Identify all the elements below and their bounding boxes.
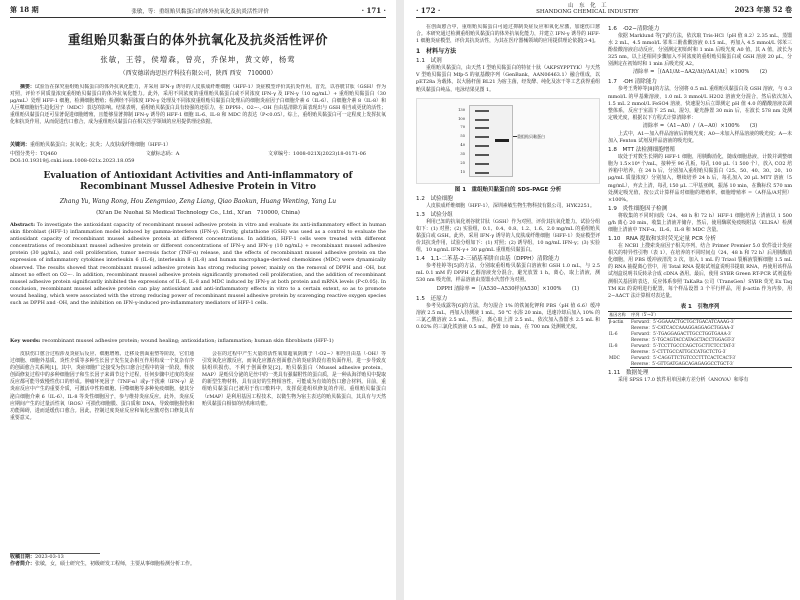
article-title-en: Evaluation of Antioxidant Activities and Anti-inflammatory of Recombinant Mussel Adhesive Protein in Vitro [43,171,353,192]
left-running-header [10,4,386,18]
gene-name-cell: β-actin [609,318,624,324]
band-label: 重组贻贝黏蛋白 [517,133,545,139]
keywords-en [10,338,386,345]
table-header-sequence: 序列（5′→3′） [630,311,792,318]
paragraph-1-2: 人皮肤成纤维细胞（HFF-1），深圳素敏生物生物科技有限公司，HYK2251。 [426,202,595,209]
authors-en: Zhang Yu, Wang Rong, Hou Zengmiao, Zeng Liang, Qiao Baokun, Huang Wenting, Yang Lu [59,198,337,205]
marker-band [475,172,489,174]
clc-code: 中图分类号：TQ460 [10,151,57,157]
molecular-weight-label: 15 [460,169,465,174]
gene-name-cell: MDC [609,354,620,360]
reverse-primer-cell: Reverse：5′-TGCAGTACCATAGCTACCTGGAGT-3′ [631,336,735,342]
keywords-label: 关键词： [10,142,31,148]
section-heading-1-11: 1.11 数据处理 [608,369,649,376]
right-page [404,0,800,600]
section-heading-1-9: 1.9 炎性细胞因子检测 [608,205,668,212]
molecular-weight-label: 40 [460,143,465,148]
molecular-weight-label: 130 [458,107,465,112]
section-heading-1-4: 1.4 1,1-二苯基-2-三硝基苯肼自由基（DPPH）清除能力 [416,256,560,263]
section-heading-1-6: 1.6 ·O2−清除能力 [608,26,660,32]
right-running-header [416,4,792,18]
right-column-1 [416,24,600,592]
running-title: 张敏，等：重组贻贝黏蛋白的体外抗氧化及抗炎活性评价 [131,9,269,15]
received-label: 收稿日期： [10,554,36,560]
footnote-received [10,554,386,561]
table-caption: 表 1 引物序列 [680,303,720,310]
molecular-weight-label: 55 [460,134,465,139]
paragraph-1-7b: 上式中，A1—加入样品溶液后的吸光度；A0—未加入样品溶液的吸光度；A—未加入 Fenton 试剂及样品溶液的吸光度。 [608,130,792,145]
marker-band [475,127,489,129]
abstract-en [10,222,386,337]
sample-lane [494,106,510,176]
journal-name-en: SHANDONG CHEMICAL INDUSTRY [536,9,639,15]
gene-name-cell: IL-6 [609,330,618,336]
marker-band [475,145,489,147]
table-header-row [608,311,792,318]
primer-table [608,311,792,368]
paragraph-1-4: 参考桂婷等[5]的方法，分别取重组贻贝黏蛋白溶液和 GSH 1.0 mL，与 2.5 mL 0.1 mM 的 DPPH 乙醇溶液充分混合，避光放置 1 h。离心，取上清液，测 530 nm 吸光值，样品溶液由蒸馏水代替作为对照。 [416,263,600,284]
reverse-primer-cell: Reverse：5′-CATCACCAAAGGAGGAGCTGGAA-3′ [631,324,735,330]
formula-2: 清除率 =［(ΔA1/Δt−ΔA2/Δt)/ΔA1/Δt］×100% (2) [632,69,768,76]
paragraph-1-8: 取处于对数生长期的 HFF-1 细胞，用胰酶消化，随成细胞悬液，计数并调整细胞为 1.5×10⁴ 个/mL，接种至 96 孔板，每孔 100 μL（1 500 个），放入 CO2 培养箱中培养，在 24 h 后，分别加入重组贻贝黏蛋白（25、50、40、30、20、10 μg/mL 质量浓度）分别加入，继续培养 24 h 后，每孔加入 20 μL MTT 溶液（5 mg/mL），弃去上清，每孔 150 μL 二甲基亚砜，振荡 10 min，在酶标仪 570 nm 处测定吸光值，按公式计算样品对细胞的增殖率。细胞增殖率 =（A样品/A对照）×100%。 [608,154,792,203]
paragraph-1-6: 依据 Marklund 等[7]的方法，依次取 Tris-HCl（pH 值 8.2）2.35 mL、蒸馏水 2 mL、4.5 mmol/L 邻苯三酚盐酸溶液 0.15 mL，再加入 4.5 mmol/L 邻苯三酚盐酸溶液启动反应，分别测定初始时和 1 min 后吸光度 A0 值，其 A 值，波长为 325 nm。以上述相同步骤加入不同浓度的重组贻贝黏蛋白或 GSH 溶液 20 μL，分别测定在初始时和 1 min 后吸光度 A2。 [608,33,792,68]
forward-primer-cell: Forward：5′-CAGGTTCTGTCCCTTTCACTCACT-3′ [631,354,736,360]
marker-band [475,110,489,112]
left-column-2 [202,351,386,551]
left-page [0,0,396,600]
paragraph-1-1: 重组贻贝黏蛋白，由天然 I 型贻贝黏蛋白的特征十肽（AKPSYPPTYK）与天然 V 型贻贝黏蛋白 Mfp-5 的氨基酸序列（GenBank，AAN06463.1）融合组成，以 pET28a 为载体，以大肠杆菌 BL21 为宿主菌，经发酵、纯化及冻干等工艺获得重组贻贝黏蛋白纯品，电泳结果见图 1。 [416,65,600,93]
gel-image [469,105,513,177]
keywords-en-label: Key words: [10,338,41,344]
section-heading-1-2: 1.2 试验细胞 [416,195,453,202]
author-bio-label: 作者简介： [10,561,36,567]
abstract-text: 试验旨在探究重组贻贝黏蛋白的体外抗氧化能力，并采用 IFN-γ 诱导的人皮肤成纤维细胞（HFF-1）炎症模型评价其抗炎作用。首先，以谷胱甘肽（GSH）作为对照，评价不同质量浓度重组贻贝黏蛋白的体外抗氧化能力。此外，采用不同浓度的重组贻贝黏蛋白或不同浓度 IFN-γ 及 IFN-γ（10 ng/mL）+ 重组贻贝黏蛋白（30 μg/mL）处理 HFF-1 细胞，检测细胞增殖；检测经不同浓度 IFN-γ 处理及不同浓度重组贻贝黏蛋白处理后的细胞炎症因子白细胞介素 6（IL-6）、白细胞介素 8（IL-8）和人巨噬细胞衍生趋化因子（MDC）表达的影响。结果表明，重组贻贝黏蛋白具有较强的还原力，在 DPPH·、O2−·、·OH 自由基清除方面表现出与 GSH 相当或更优的活性；重组贻贝黏蛋白还可显著促进细胞增殖，且能够显著抑制 IFN-γ 诱导的 HFF-1 细胞 IL-6、IL-8 和 MDC 的表达（P<0.05）。综上，重组贻贝黏蛋白可一定程度上发挥抗氧化和抗炎作用，从而促进伤口愈合，成为重组贻贝黏蛋白在相关医学领域的应用提供理论依据。 [10,84,386,126]
marker-band [475,154,489,156]
reverse-primer-cell: Reverse：5′-CTTTGCCATTGCCATGCTCTG-3′ [631,348,727,354]
left-body-columns [10,351,386,551]
abstract-en-text: To investigate the antioxidant capacity of recombinant mussel adhesive protein in vitro and evaluate its anti-inflammatory effect in human skin fibroblast (HFF-1) inflammation model induced by gamma-interferon (IFN-γ). Firstly, glutathione (GSH) was used as a control to evaluate the antioxidant capacity of recombinant mussel adhesive protein at different concentrations. In addition, HFF-1 cells were treated with different concentrations of recombinant mussel adhesive protein or different concentrations of IFN-γ and IFN-γ (10 ng/mL) + recombinant mussel adhesive protein (30 μg/mL), and cell proliferation, tumor necrosis factor (TNF-α) release, and the effects of recombinant mussel adhesive protein on the expression of inflammatory cytokines interleukin 6 (IL-6), interleukin 8 (IL-8) and human macrophage-derived chemokines (MDC) were dynamically observed. The results showed that recombinant mussel adhesive protein has strong reducing power, mainly on the removal of DPPH and ·OH, but almost no effect on O2−·. In addition, recombinant mussel adhesive protein significantly promoted cell proliferation, and the addition of recombinant mussel adhesive protein significantly inhibited the expressions of IL-6, IL-8 and MDC induced by IFN-γ at both protein and mRNA levels (P<0.05). In conclusion, recombinant mussel adhesive protein can play antioxidant and anti-inflammatory effects in vitro to a certain extent, so as to promote wound healing, which were associated with the strong reducing power of recombinant mussel adhesive protein by scavenging reactive oxygen species such as DPPH and ·OH, and the inhibition on IFN-γ-induced pro-inflammatory mediators of HFF-1 cells. [10,222,386,307]
reverse-primer-cell: Reverse：5′-GTTGATGAGCAGAGAGGCCTGCT-3′ [630,361,792,368]
table-header-gene: 基因名称 [608,311,630,318]
paragraph-1-5: 参考吴成露等[6]的方法，均匀混合 1% 的铁氰化钾和 PBS（pH 值 6.6）缓冲溶液 2.5 mL，再加入待测液 1 mL，50 ℃ 水浴 20 min，迅速冷却后加入 10% 的三氯乙酸溶液 2.5 mL，然后，离心取上清 2.5 mL，依次加入蒸馏水 2.5 mL 和 0.02% 的三氯化铁溶液 0.5 mL，静置 10 min，在 700 nm 处测吸光度。 [416,302,600,330]
paragraph-1-11: 采用 SPSS 17.0 软件用单因素方差分析（ANOVA）和零有 [618,376,749,383]
keywords-cn [10,142,386,149]
molecular-weight-label: 70 [460,125,465,130]
molecular-weight-label: 35 [460,151,465,156]
marker-band [475,136,489,138]
affiliation-cn: （西安德诺海思医疗科技有限公司，陕西 西安 710000） [119,70,277,77]
right-column-2 [608,24,792,592]
formula-3: 清除率 =（A1−A0）/（A−A0）×100% (3) [642,122,758,129]
gene-name-cell: IL-8 [609,342,618,348]
intro-continued: 在创面愈合中，重组贻贝黏蛋白可通过抑制炎症反应和氧化应激，加速伤口愈合。本研究通过检测重组贻贝黏蛋白的体外抗氧化能力，并建立 IFN-γ 诱导的 HFF-1 细胞炎症模型，评价其抗炎活性，为其在医疗器械领域的应用提供理论依据[3-4]。 [416,24,600,45]
abstract-cn [10,84,386,141]
page-number-right: · 172 · [416,6,441,15]
intro-paragraph-1: 皮肤伤口愈合过程涉及炎症后反应、细胞增殖、迁移及创面重塑等阶段，它们通过细胞、细胞外基质、炎性介质等多种生长因子发生复杂相互作用构成一个复杂有序的创面愈合关系网[1]。其中，炎症细胞广泛接受为伤口愈合过程中的第一阶段，释放创面修复过程中的多种细胞因子和生长因子来调节这个过程，任何步骤中过度的炎症反应都可能导致慢性伤口的形成。肿瘤坏死因子（TNF-α）或γ-干扰素（IFN-γ）是炎症反应中产生的重要介质，可激活中性粒细胞、巨噬细胞等多种免疫细胞，使其分泌白细胞介素 6（IL-6）、IL-8 等炎性细胞因子，参与维持炎症反应。此外，炎症反应期间产生的过量活性氧（ROS）可损伤细胞膜、蛋白质和 DNA，导致细胞损伤和功能障碍，进而延缓伤口愈合。因此，控制过度炎症反应和氧化应激对伤口修复具有重要意义。 [10,351,194,421]
affiliation-en: (Xi'an De Nuohai Si Medical Technology Co., Ltd., Xi'an 710000, China) [96,210,300,216]
journal-name-cn: 山 东 化 工 [568,3,607,9]
section-heading-1-10: 1.10 RNA 提取和实时荧光定量 PCR 分析 [608,236,716,243]
doi: DOI:10.19319/j.cnki.issn.1008-021x.2023.18.059 [10,158,135,164]
right-body-columns [416,24,792,592]
intro-paragraph-2: 会在的过程中产生大量的活性氧如超氧阴离子（·O2−）和羟自由基（·OH）等引发氧化应激反应，而氧化应激在创面愈合的炎症阶段有着负面作用，进一步导致皮肤组织损伤。不利于创面修复[2]。贻贝黏蛋白（Mussel adhesive protein，MAP）是贻贝分泌的足丝中的一类具有强黏附性的蛋白质，是一种从海洋贻贝中提取的新型生物材料，具有良好的生物相容性，可能成为有效的伤口愈合材料。目前，重组贻贝黏蛋白已被用于伤口敷料中，发挥促进组织修复的作用。重组贻贝黏蛋白（rMAP）是利用基因工程技术，以微生物为宿主表达的贻贝黏蛋白，其具有与天然贻贝黏蛋白相似的结构和功能。 [202,351,386,407]
author-bio: 张敏，女，硕士研究生，初级研发工程师，主要从事细胞检测分析工作。 [35,561,196,567]
page-number: · 171 · [361,6,386,15]
paragraph-1-7: 参考王秀婷等[8]的方法，分别将 0.5 mL 重组贻贝黏蛋白及 GSH 溶液，与 0.3 mmol/L 的甲基紫溶液，1.0 mL 3 mmol/L H2O2 溶液充分混合，然后依次加入 1.5 mL 2 mmol/L FeSO4 溶液，快速混匀后立即测定 pH 值 4.0 的醋酸溶液以调整体系，反应于室温下 25 ml。混匀，避光静置 30 min 后，在波长 578 nm 处测定吸光度，根据以下方程式计算清除率： [608,86,792,121]
section-heading-1-5: 1.5 还原力 [416,295,448,302]
received-date: 2023-03-13 [35,554,64,560]
section-heading-1-7: 1.7 ·OH 清除能力 [608,79,658,86]
marker-band [475,119,489,121]
forward-primer-cell: Forward：5′-GGAAACTGCTGCTGACATCAAAG-3′ [631,318,735,324]
section-heading-1-1: 1.1 试剂 [416,58,442,65]
issue-number: 第 18 期 [10,5,39,14]
footnote-author [10,561,386,568]
doc-code: 文献标志码：A [145,151,180,157]
keywords-en-text: recombinant mussel adhesive protein; wound healing; antioxidation; inflammation; human skin fibroblasts (HFF-1) [42,338,334,344]
section-heading-1: 1 材料与方法 [416,48,457,56]
left-column-1 [10,351,194,551]
formula-1: DPPH 清除率 =［(A530−A530样)/A530］×100% (1) [436,285,580,292]
marker-band [475,163,489,165]
forward-primer-cell: Forward：5′-TGAGGAGACTTGCCTGGTGAAA-3′ [631,330,732,336]
forward-primer-cell: Forward：5′-TCCTTGCCCAGCTGCTTCTCCTAT-3′ [631,342,736,348]
section-heading-1-3: 1.3 试验分组 [416,211,453,218]
book-gutter [396,0,404,600]
marker-lane [474,106,490,176]
paragraph-1-3: 利用已知的抗氧化剂谷胱甘肽（GSH）作为对照，评价其抗氧化能力。试验分组如下：(1) 对照；(2) 实验组，0.1、0.4、0.8、1.2、1.6、2.0 mg/mL 的重组贻贝黏蛋白或 GSH。此外，采用 IFN-γ 诱导的人皮肤成纤维细胞（HFF-1）炎症模型评价其抗炎作用，试验分组如下：(1) 对照；(2) 诱导组，10 ng/mL IFN-γ；(3) 实验组，10 ng/mL IFN-γ+ 30 μg/mL 重组贻贝黏蛋白。 [416,218,600,254]
classification-row [10,150,386,157]
molecular-weight-label: 100 [458,116,465,121]
keywords-text: 重组贻贝黏蛋白；抗氧化；抗炎；人皮肤成纤维细胞（HFF-1） [30,142,171,148]
sds-page-figure [416,98,600,184]
authors-cn: 张敏，王蓉，侯增森，曾亮，乔保坤，黄文婷，杨莺 [100,55,296,64]
molecular-weight-label: 25 [460,160,465,165]
paragraph-1-10: 在 NCBI 上搜索炎症因子相关序列，结合 Primer Premier 5.0 软件设计炎症相关的特异性引物（表 1），在培养的不同时间点（24、48 h 和 72 h）后用胰酶消化细胞，用 PBS 缓冲液清洗 3 次，加入 1 mL 的 Trizol 裂解液裂解细胞 1.5 mL 的 RNA 抽提离心管中，用 Total RNA 提取试剂盒说明书提取 RNA，再使用该样品试剂盒说明书反转录合成 cDNA 备用。最后，使用 SYBR Green RT-PCR 试剂盒检测相关基因的表达，反应体系参照 TaKaRa 公司（TransGen）SYBR 荧光 Ex Taq TM Kit 的说明进行配置，每个样品设置 3 个平行样品，用 β-actin 作为内参，用 2−ΔΔCT 法计算相对表达量。 [608,243,792,299]
figure-caption: 图 1 重组贻贝黏蛋白的 SDS-PAGE 分析 [454,186,562,193]
primer-table-body [608,318,792,367]
table-row [608,361,792,368]
abstract-en-label: Abstract: [10,222,36,228]
sample-band [495,139,509,142]
section-heading-1-8: 1.8 MTT 法检测细胞增殖 [608,147,675,154]
article-number: 文章编号：1008-021X(2023)18-0171-06 [268,151,366,157]
paragraph-1-9: 将收集的不同时间段（24、48 h 和 72 h）HFF-1 细胞培养上清液以 1 500 g/h 离心 20 min，收集上清液并储存，然后，使用酶联免疫吸附法（ELISA）检测细胞上清液中 TNF-α、IL-6、IL-8 和 MDC 含量。 [608,212,792,233]
journal-volume: 2023 年第 52 卷 [734,5,792,14]
journal-name [536,3,639,15]
abstract-label: 摘要： [20,84,35,90]
article-title-cn: 重组贻贝黏蛋白的体外抗氧化及抗炎活性评价 [67,32,328,47]
